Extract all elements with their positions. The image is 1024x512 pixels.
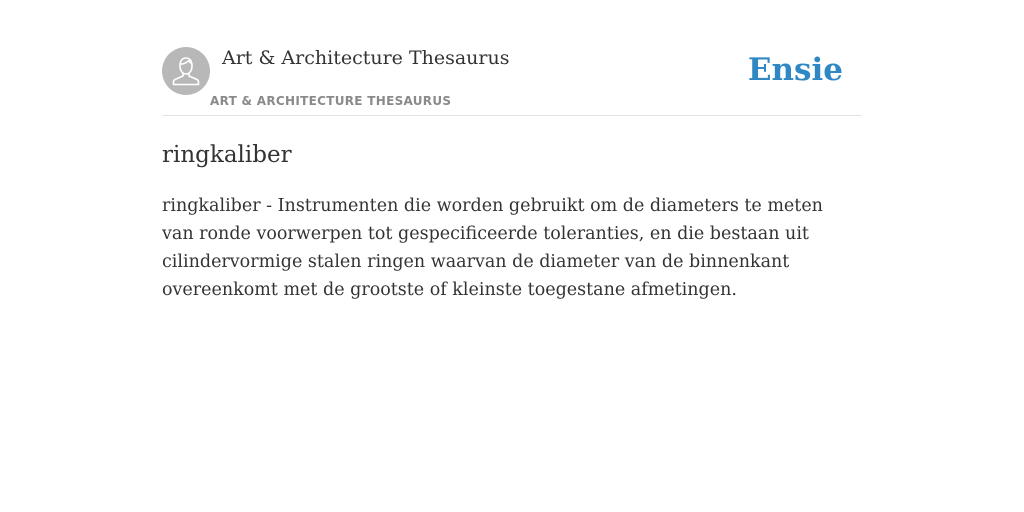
author-subtitle[interactable]: ART & ARCHITECTURE THESAURUS (210, 94, 452, 108)
ensie-logo[interactable]: Ensie (747, 52, 843, 88)
author-avatar[interactable] (162, 47, 210, 95)
header (162, 0, 862, 116)
author-name[interactable]: Art & Architecture Thesaurus (222, 47, 510, 69)
entry-definition: ringkaliber - Instrumenten die worden gebruikt om de diameters te meten van ronde voorwerpen tot gespecificeerde toleranties, en die bestaan uit cilindervormige stalen ringen waarvan de diameter van de binnenkant overeenkomt met de grootste of kleinste toegestane afmetingen. (162, 196, 823, 300)
user-silhouette-icon (162, 47, 210, 95)
page-container (162, 0, 862, 300)
entry-title: ringkaliber (162, 142, 292, 168)
